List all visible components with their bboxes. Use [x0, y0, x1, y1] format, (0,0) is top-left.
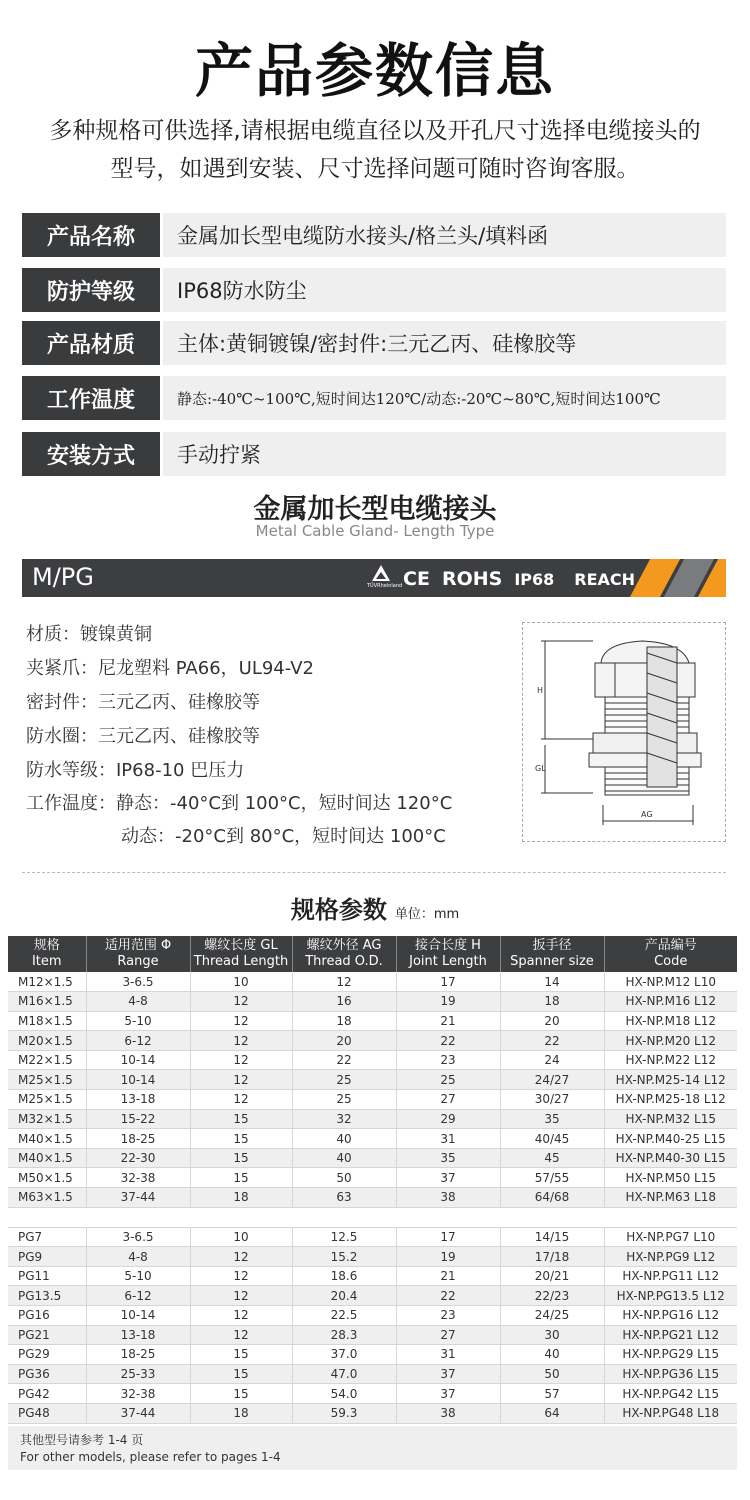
- table-cell: HX-NP.M63 L18: [604, 1188, 737, 1208]
- table-cell: 15-22: [86, 1109, 190, 1129]
- table-cell: 16: [292, 992, 396, 1012]
- table-cell: 21: [396, 1011, 500, 1031]
- tuv-logo-icon: TÜVRheinland: [367, 565, 395, 593]
- table-cell: 22: [396, 1031, 500, 1051]
- table-cell: 25: [396, 1070, 500, 1090]
- table-cell: 20: [292, 1031, 396, 1051]
- table-cell: 31: [396, 1129, 500, 1149]
- table-cell: PG36: [8, 1364, 86, 1384]
- table-cell: M16×1.5: [8, 992, 86, 1012]
- table-cell: HX-NP.M22 L12: [604, 1050, 737, 1070]
- svg-text:GL: GL: [535, 764, 546, 773]
- prop-value: 主体:黄铜镀镍/密封件:三元乙丙、硅橡胶等: [163, 321, 726, 365]
- footnote: 其他型号请参考 1-4 页 For other models, please refer to pages 1-4: [8, 1426, 737, 1470]
- table-cell: 57: [500, 1384, 604, 1404]
- table-cell: 32: [292, 1109, 396, 1129]
- table-cell: 4-8: [86, 992, 190, 1012]
- table-cell: 59.3: [292, 1403, 396, 1423]
- prop-value: 手动拧紧: [163, 432, 726, 476]
- spec-table: [8, 936, 737, 1424]
- table-row: [8, 992, 737, 1012]
- prop-row-material: [22, 321, 726, 365]
- table-cell: 30/27: [500, 1090, 604, 1110]
- spec-line: 防水等级：IP68-10 巴压力: [26, 760, 245, 781]
- table-cell: 37.0: [292, 1345, 396, 1365]
- table-cell: 40/45: [500, 1129, 604, 1149]
- spec-line: 动态：-20°C到 80°C，短时间达 100°C: [121, 826, 446, 847]
- table-cell: 15: [190, 1384, 292, 1404]
- table-cell: 22/23: [500, 1286, 604, 1306]
- table-cell: 64/68: [500, 1188, 604, 1208]
- table-cell: 20: [500, 1011, 604, 1031]
- svg-text:AG: AG: [641, 810, 653, 819]
- table-cell: M40×1.5: [8, 1129, 86, 1149]
- table-cell: 13-18: [86, 1325, 190, 1345]
- prop-row-name: [22, 213, 726, 257]
- table-cell: HX-NP.M25-18 L12: [604, 1090, 737, 1110]
- table-cell: 18.6: [292, 1266, 396, 1286]
- table-cell: HX-NP.M32 L15: [604, 1109, 737, 1129]
- prop-value: 静态:-40℃~100℃,短时间达120℃/动态:-20℃~80℃,短时间达100℃: [163, 376, 726, 420]
- spec-line: 工作温度：静态：-40°C到 100°C，短时间达 120°C: [26, 793, 453, 814]
- table-cell: PG21: [8, 1325, 86, 1345]
- table-cell: 25: [292, 1070, 396, 1090]
- table-cell: M32×1.5: [8, 1109, 86, 1129]
- table-cell: 35: [396, 1148, 500, 1168]
- table-cell: 37-44: [86, 1403, 190, 1423]
- table-cell: 12: [190, 1070, 292, 1090]
- table-cell: 12: [190, 1011, 292, 1031]
- table-cell: 15.2: [292, 1247, 396, 1267]
- table-cell: 20/21: [500, 1266, 604, 1286]
- table-row: [8, 1050, 737, 1070]
- table-cell: 12: [190, 1266, 292, 1286]
- table-cell: 45: [500, 1148, 604, 1168]
- table-cell: 22: [500, 1031, 604, 1051]
- table-spacer: [8, 1207, 737, 1227]
- table-cell: 10-14: [86, 1070, 190, 1090]
- col-thread-length: 螺纹长度 GL Thread Length: [190, 936, 292, 972]
- table-cell: 27: [396, 1325, 500, 1345]
- table-cell: 15: [190, 1148, 292, 1168]
- ip-mark: IP68: [514, 569, 555, 589]
- spec-line: 密封件：三元乙丙、硅橡胶等: [26, 692, 260, 713]
- table-title: 规格参数 单位：mm: [290, 896, 460, 924]
- prop-row-protection: [22, 268, 726, 312]
- table-cell: 17: [396, 1227, 500, 1247]
- table-cell: 28.3: [292, 1325, 396, 1345]
- table-cell: 14: [500, 972, 604, 992]
- table-cell: 40: [292, 1148, 396, 1168]
- table-cell: HX-NP.PG16 L12: [604, 1306, 737, 1326]
- table-cell: 12: [190, 1306, 292, 1326]
- table-cell: 64: [500, 1403, 604, 1423]
- table-cell: M22×1.5: [8, 1050, 86, 1070]
- table-cell: 35: [500, 1109, 604, 1129]
- table-cell: 3-6.5: [86, 972, 190, 992]
- col-spanner: 扳手径 Spanner size: [500, 936, 604, 972]
- table-cell: 24/25: [500, 1306, 604, 1326]
- table-row: [8, 1286, 737, 1306]
- ce-mark: CE: [403, 568, 430, 590]
- table-cell: PG11: [8, 1266, 86, 1286]
- table-cell: M25×1.5: [8, 1090, 86, 1110]
- prop-label: 产品名称: [22, 213, 160, 257]
- table-cell: 12: [292, 972, 396, 992]
- table-cell: HX-NP.PG7 L10: [604, 1227, 737, 1247]
- table-cell: 18-25: [86, 1345, 190, 1365]
- spec-line: 夹紧爪：尼龙塑料 PA66，UL94-V2: [26, 658, 314, 679]
- table-cell: 29: [396, 1109, 500, 1129]
- table-cell: 15: [190, 1168, 292, 1188]
- table-cell: 37: [396, 1168, 500, 1188]
- table-row: [8, 1325, 737, 1345]
- table-cell: 12: [190, 1090, 292, 1110]
- table-cell: 12: [190, 1325, 292, 1345]
- rohs-mark: ROHS: [441, 568, 503, 590]
- col-joint-length: 接合长度 H Joint Length: [396, 936, 500, 972]
- table-row: [8, 1129, 737, 1149]
- table-cell: 32-38: [86, 1168, 190, 1188]
- table-cell: PG42: [8, 1384, 86, 1404]
- table-cell: 12.5: [292, 1227, 396, 1247]
- table-cell: M40×1.5: [8, 1148, 86, 1168]
- table-cell: 3-6.5: [86, 1227, 190, 1247]
- thread-type-label: M/PG: [32, 563, 94, 591]
- table-cell: 5-10: [86, 1266, 190, 1286]
- prop-label: 产品材质: [22, 321, 160, 365]
- prop-label: 安装方式: [22, 432, 160, 476]
- table-cell: 12: [190, 1050, 292, 1070]
- table-cell: 19: [396, 1247, 500, 1267]
- table-cell: 37-44: [86, 1188, 190, 1208]
- table-row: [8, 972, 737, 992]
- table-cell: 57/55: [500, 1168, 604, 1188]
- table-cell: 19: [396, 992, 500, 1012]
- table-row: [8, 1247, 737, 1267]
- table-cell: 31: [396, 1345, 500, 1365]
- table-cell: 25-33: [86, 1364, 190, 1384]
- table-cell: 63: [292, 1188, 396, 1208]
- table-cell: 38: [396, 1403, 500, 1423]
- table-cell: 15: [190, 1109, 292, 1129]
- table-cell: 17/18: [500, 1247, 604, 1267]
- table-row: [8, 1011, 737, 1031]
- table-cell: 10-14: [86, 1050, 190, 1070]
- table-cell: M18×1.5: [8, 1011, 86, 1031]
- table-cell: 37: [396, 1364, 500, 1384]
- prop-label: 防护等级: [22, 268, 160, 312]
- table-row: [8, 1168, 737, 1188]
- table-row: [8, 1345, 737, 1365]
- table-cell: 24: [500, 1050, 604, 1070]
- table-cell: 21: [396, 1266, 500, 1286]
- table-cell: 23: [396, 1050, 500, 1070]
- table-cell: 12: [190, 1286, 292, 1306]
- table-cell: 6-12: [86, 1286, 190, 1306]
- table-cell: 20.4: [292, 1286, 396, 1306]
- table-cell: HX-NP.PG29 L15: [604, 1345, 737, 1365]
- table-cell: M25×1.5: [8, 1070, 86, 1090]
- reach-mark: REACH: [574, 569, 636, 589]
- table-cell: PG7: [8, 1227, 86, 1247]
- table-cell: 18: [190, 1403, 292, 1423]
- table-cell: 22: [396, 1286, 500, 1306]
- table-cell: HX-NP.PG21 L12: [604, 1325, 737, 1345]
- table-cell: HX-NP.M20 L12: [604, 1031, 737, 1051]
- prop-row-temperature: [22, 376, 726, 420]
- gland-drawing: [522, 622, 726, 842]
- table-cell: 18: [500, 992, 604, 1012]
- prop-label: 工作温度: [22, 376, 160, 420]
- col-code: 产品编号 Code: [604, 936, 737, 972]
- table-cell: 27: [396, 1090, 500, 1110]
- table-cell: HX-NP.PG48 L18: [604, 1403, 737, 1423]
- table-cell: 18: [292, 1011, 396, 1031]
- table-cell: PG13.5: [8, 1286, 86, 1306]
- table-row: [8, 1109, 737, 1129]
- spec-line: 防水圈：三元乙丙、硅橡胶等: [26, 726, 260, 747]
- table-header-row: [8, 936, 737, 972]
- divider: [22, 872, 726, 873]
- table-cell: 25: [292, 1090, 396, 1110]
- table-cell: 12: [190, 992, 292, 1012]
- table-row: [8, 1384, 737, 1404]
- table-cell: 32-38: [86, 1384, 190, 1404]
- table-cell: 22-30: [86, 1148, 190, 1168]
- table-cell: 50: [500, 1364, 604, 1384]
- table-cell: 10: [190, 972, 292, 992]
- table-cell: HX-NP.PG36 L15: [604, 1364, 737, 1384]
- table-cell: 14/15: [500, 1227, 604, 1247]
- table-cell: 40: [292, 1129, 396, 1149]
- table-cell: 4-8: [86, 1247, 190, 1267]
- table-cell: 12: [190, 1031, 292, 1051]
- table-cell: M20×1.5: [8, 1031, 86, 1051]
- table-row: [8, 1031, 737, 1051]
- table-cell: 30: [500, 1325, 604, 1345]
- table-cell: 47.0: [292, 1364, 396, 1384]
- table-cell: 18-25: [86, 1129, 190, 1149]
- table-cell: M50×1.5: [8, 1168, 86, 1188]
- table-cell: 18: [190, 1188, 292, 1208]
- table-cell: 5-10: [86, 1011, 190, 1031]
- table-cell: HX-NP.M25-14 L12: [604, 1070, 737, 1090]
- table-cell: 24/27: [500, 1070, 604, 1090]
- table-cell: 22: [292, 1050, 396, 1070]
- spec-line: 材质：镀镍黄铜: [26, 624, 152, 645]
- table-cell: 17: [396, 972, 500, 992]
- table-row: [8, 1227, 737, 1247]
- table-cell: HX-NP.M40-25 L15: [604, 1129, 737, 1149]
- table-cell: PG16: [8, 1306, 86, 1326]
- table-row: [8, 1403, 737, 1423]
- prop-value: IP68防水防尘: [163, 268, 726, 312]
- cable-gland-icon: [523, 623, 725, 841]
- table-cell: 12: [190, 1247, 292, 1267]
- cert-logos: [367, 565, 647, 593]
- table-row: [8, 1090, 737, 1110]
- table-cell: HX-NP.PG11 L12: [604, 1266, 737, 1286]
- table-row: [8, 1266, 737, 1286]
- table-cell: HX-NP.M12 L10: [604, 972, 737, 992]
- table-cell: HX-NP.M40-30 L15: [604, 1148, 737, 1168]
- table-cell: HX-NP.M50 L15: [604, 1168, 737, 1188]
- table-cell: HX-NP.PG42 L15: [604, 1384, 737, 1404]
- table-cell: 37: [396, 1384, 500, 1404]
- intro-text: 多种规格可供选择,请根据电缆直径以及开孔尺寸选择电缆接头的型号，如遇到安装、尺寸选择问题可随时咨询客服。: [49, 118, 701, 182]
- page-title: 产品参数信息: [194, 37, 555, 105]
- section-title: 金属加长型电缆接头: [253, 494, 497, 525]
- col-thread-od: 螺纹外径 AG Thread O.D.: [292, 936, 396, 972]
- table-cell: PG29: [8, 1345, 86, 1365]
- table-cell: PG9: [8, 1247, 86, 1267]
- table-row: [8, 1070, 737, 1090]
- table-cell: 15: [190, 1364, 292, 1384]
- table-cell: 54.0: [292, 1384, 396, 1404]
- table-row: [8, 1188, 737, 1208]
- table-cell: 10: [190, 1227, 292, 1247]
- col-item: 规格 Item: [8, 936, 86, 972]
- table-cell: 15: [190, 1345, 292, 1365]
- prop-row-install: [22, 432, 726, 476]
- svg-text:H: H: [537, 686, 544, 695]
- table-cell: M63×1.5: [8, 1188, 86, 1208]
- table-cell: 10-14: [86, 1306, 190, 1326]
- table-cell: PG48: [8, 1403, 86, 1423]
- table-cell: HX-NP.M18 L12: [604, 1011, 737, 1031]
- cert-bar: [22, 559, 726, 597]
- table-cell: 40: [500, 1345, 604, 1365]
- table-body: [8, 972, 737, 1423]
- table-cell: 23: [396, 1306, 500, 1326]
- section-subtitle: Metal Cable Gland- Length Type: [255, 522, 495, 540]
- col-range: 适用范围 Φ Range: [86, 936, 190, 972]
- table-cell: 50: [292, 1168, 396, 1188]
- table-cell: 22.5: [292, 1306, 396, 1326]
- table-cell: HX-NP.PG13.5 L12: [604, 1286, 737, 1306]
- table-cell: 6-12: [86, 1031, 190, 1051]
- table-cell: HX-NP.M16 L12: [604, 992, 737, 1012]
- table-cell: 15: [190, 1129, 292, 1149]
- spacer-cell: [8, 1207, 737, 1227]
- table-cell: 13-18: [86, 1090, 190, 1110]
- table-row: [8, 1148, 737, 1168]
- table-cell: 38: [396, 1188, 500, 1208]
- table-row: [8, 1364, 737, 1384]
- prop-value: 金属加长型电缆防水接头/格兰头/填料函: [163, 213, 726, 257]
- table-cell: HX-NP.PG9 L12: [604, 1247, 737, 1267]
- table-row: [8, 1306, 737, 1326]
- table-cell: M12×1.5: [8, 972, 86, 992]
